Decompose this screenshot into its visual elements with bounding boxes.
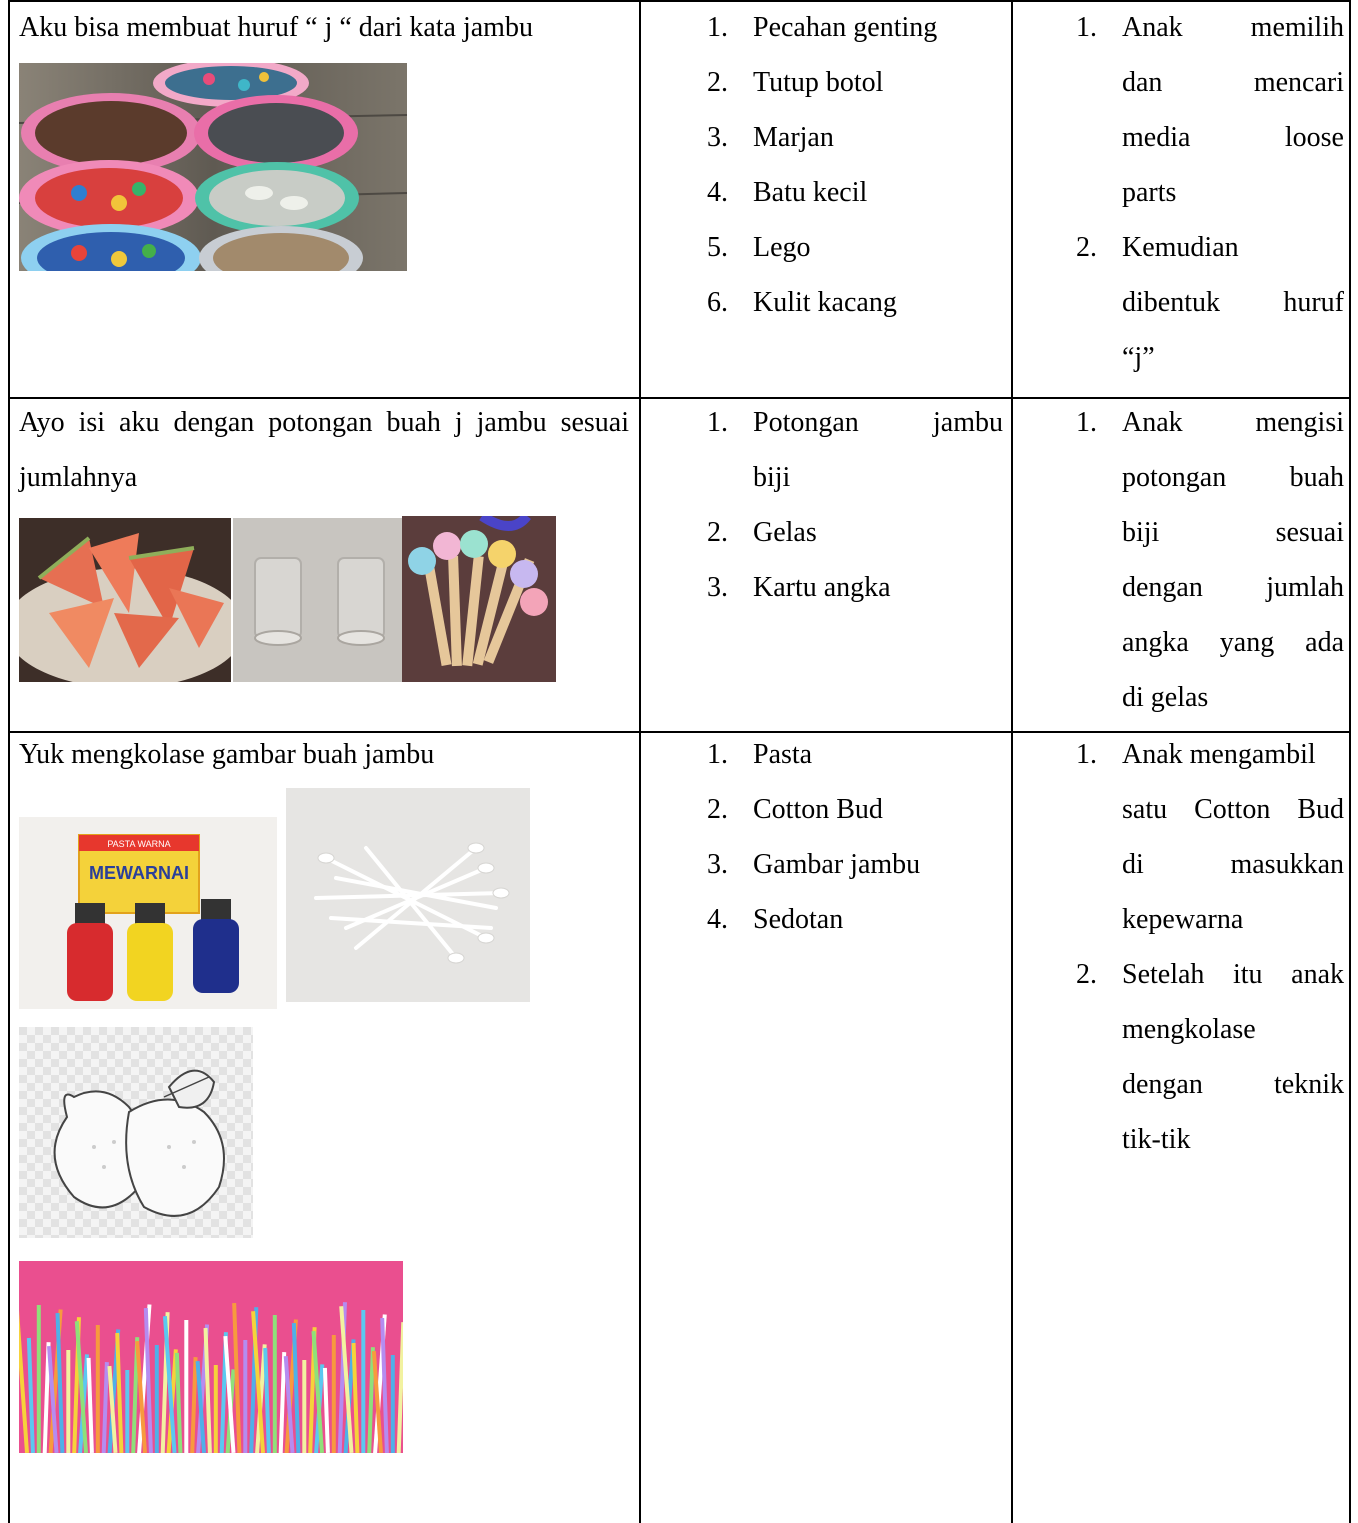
materials-list-3	[707, 727, 1003, 947]
straws-illustration	[19, 1261, 403, 1453]
column-divider-2	[1011, 0, 1013, 1523]
straw	[273, 1315, 277, 1453]
straw	[184, 1320, 188, 1453]
steps-list-3	[1076, 727, 1344, 1167]
material-item: 2. Gelas	[707, 517, 817, 548]
materials-list-2	[707, 395, 1003, 615]
loose-parts-photo	[19, 63, 407, 271]
step-item: 1. Anak memilih dan mencari media loose parts	[1076, 12, 1344, 208]
straw	[125, 1370, 129, 1453]
straw	[66, 1350, 70, 1453]
material-item: 6. Kulit kacang	[707, 287, 897, 318]
material-item: 1. Pasta	[707, 739, 813, 770]
material-item: 3. Marjan	[707, 122, 834, 153]
glasses-illustration	[233, 518, 402, 682]
material-item: 4. Batu kecil	[707, 177, 868, 208]
guava-slices-photo	[19, 518, 231, 682]
column-divider-1	[639, 0, 641, 1523]
number-cards-photo	[402, 516, 556, 682]
number-cards-illustration	[402, 516, 556, 682]
step-item: 2. Setelah itu anak mengkolase dengan teknik tik-tik	[1076, 959, 1344, 1155]
straw	[214, 1365, 218, 1453]
loose-parts-illustration	[19, 63, 407, 271]
paint-box-label: MEWARNAI	[89, 863, 189, 883]
guava-drawing-picture	[19, 1027, 253, 1238]
paint-bottles-illustration	[19, 817, 277, 1009]
material-item: 3. Kartu angka	[707, 572, 891, 603]
cotton-buds-illustration	[286, 788, 530, 1002]
materials-list-1	[707, 0, 1003, 330]
straw	[37, 1305, 41, 1453]
table-border-right	[1349, 0, 1351, 1523]
table-border-left	[8, 0, 10, 1523]
cotton-buds-photo	[286, 788, 530, 1002]
material-item: 2. Tutup botol	[707, 67, 884, 98]
activity-title: Yuk mengkolase gambar buah jambu	[19, 739, 435, 770]
paint-bottles-photo	[19, 817, 277, 1009]
step-item: 1. Anak mengisi potongan buah biji sesuai dengan jumlah angka yang ada di gelas	[1076, 407, 1344, 713]
straw	[391, 1355, 395, 1453]
straw	[361, 1310, 365, 1453]
straw	[332, 1335, 336, 1453]
material-item: 5. Lego	[707, 232, 811, 263]
activity-title: Aku bisa membuat huruf “ j “ dari kata jambu	[19, 12, 533, 43]
paint-box-brand: PASTA WARNA	[107, 839, 171, 849]
guava-outline-illustration	[19, 1027, 253, 1238]
material-item: 3. Gambar jambu	[707, 849, 921, 880]
activity-title: Ayo isi aku dengan potongan buah j jambu sesuai jumlahnya	[19, 407, 629, 493]
straw	[155, 1345, 159, 1453]
glasses-photo	[233, 518, 402, 682]
straw	[243, 1340, 247, 1453]
steps-list-2	[1076, 395, 1344, 725]
steps-list-1	[1076, 0, 1344, 385]
material-item: 1. Potongan jambu biji	[707, 407, 1003, 493]
straw	[302, 1360, 306, 1453]
step-item: 1. Anak mengambil satu Cotton Bud di masukkan kepewarna	[1076, 739, 1344, 935]
straws-photo	[19, 1261, 403, 1453]
material-item: 2. Cotton Bud	[707, 794, 883, 825]
step-item: 2. Kemudian dibentuk huruf “j”	[1076, 232, 1344, 373]
straw	[96, 1325, 100, 1453]
material-item: 1. Pecahan genting	[707, 12, 938, 43]
guava-slices-illustration	[19, 518, 231, 682]
material-item: 4. Sedotan	[707, 904, 844, 935]
